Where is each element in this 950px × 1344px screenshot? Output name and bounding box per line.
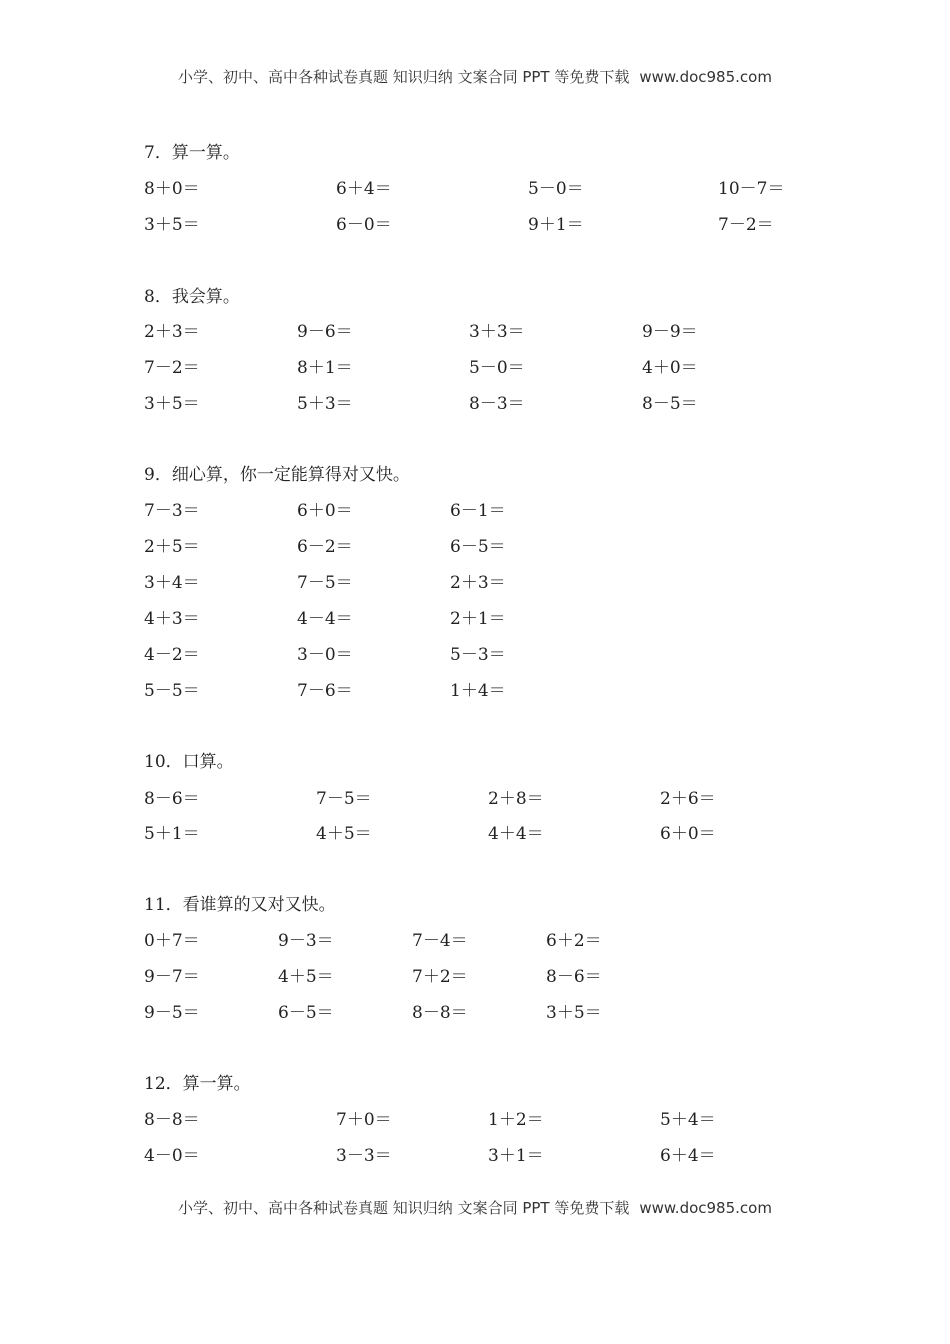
equation: 1＋4＝ (450, 681, 506, 701)
equation: 8－8＝ (412, 1003, 468, 1023)
equation: 8－8＝ (144, 1110, 200, 1130)
section-title: 7．算一算。 (144, 143, 240, 163)
equation: 4＋4＝ (488, 824, 544, 844)
equation: 3－3＝ (336, 1146, 392, 1166)
equation: 4＋5＝ (316, 824, 372, 844)
equation: 6＋4＝ (660, 1146, 716, 1166)
equation: 4＋5＝ (278, 967, 334, 987)
equation: 6＋0＝ (660, 824, 716, 844)
equation: 4＋3＝ (144, 609, 200, 629)
equation: 5－3＝ (450, 645, 506, 665)
equation: 3＋5＝ (144, 215, 200, 235)
equation: 1＋2＝ (488, 1110, 544, 1130)
equation: 4－0＝ (144, 1146, 200, 1166)
equation: 6－2＝ (297, 537, 353, 557)
page-footer (0, 1197, 950, 1218)
footer-site: www.doc985.com (639, 1199, 772, 1217)
equation: 8－5＝ (642, 394, 698, 414)
equation: 3＋3＝ (469, 322, 525, 342)
equation: 5－5＝ (144, 681, 200, 701)
equation: 7－2＝ (144, 358, 200, 378)
equation: 5－0＝ (469, 358, 525, 378)
equation: 7－5＝ (316, 789, 372, 809)
equation: 7－2＝ (718, 215, 774, 235)
equation: 6－0＝ (336, 215, 392, 235)
equation: 5－0＝ (528, 179, 584, 199)
equation: 8－3＝ (469, 394, 525, 414)
footer-text: 小学、初中、高中各种试卷真题 知识归纳 文案合同 PPT 等免费下载 (178, 1199, 630, 1217)
equation: 9－7＝ (144, 967, 200, 987)
equation: 3＋4＝ (144, 573, 200, 593)
equation: 3＋5＝ (546, 1003, 602, 1023)
equation: 6＋2＝ (546, 931, 602, 951)
equation: 5＋1＝ (144, 824, 200, 844)
equation: 2＋1＝ (450, 609, 506, 629)
equation: 3－0＝ (297, 645, 353, 665)
equation: 7－4＝ (412, 931, 468, 951)
equation: 9－9＝ (642, 322, 698, 342)
equation: 10－7＝ (718, 179, 785, 199)
equation: 3＋5＝ (144, 394, 200, 414)
equation: 7＋0＝ (336, 1110, 392, 1130)
equation: 5＋3＝ (297, 394, 353, 414)
section-title: 10．口算。 (144, 752, 234, 772)
section-title: 12．算一算。 (144, 1074, 251, 1094)
equation: 7－3＝ (144, 501, 200, 521)
equation: 2＋3＝ (450, 573, 506, 593)
header-text: 小学、初中、高中各种试卷真题 知识归纳 文案合同 PPT 等免费下载 (178, 68, 630, 86)
section-title: 11．看谁算的又对又快。 (144, 895, 336, 915)
equation: 8＋0＝ (144, 179, 200, 199)
equation: 6－5＝ (278, 1003, 334, 1023)
equation: 9＋1＝ (528, 215, 584, 235)
equation: 8＋1＝ (297, 358, 353, 378)
equation: 6－5＝ (450, 537, 506, 557)
equation: 7＋2＝ (412, 967, 468, 987)
equation: 7－6＝ (297, 681, 353, 701)
equation: 2＋6＝ (660, 789, 716, 809)
equation: 6－1＝ (450, 501, 506, 521)
equation: 2＋8＝ (488, 789, 544, 809)
equation: 9－5＝ (144, 1003, 200, 1023)
equation: 9－6＝ (297, 322, 353, 342)
equation: 2＋5＝ (144, 537, 200, 557)
equation: 8－6＝ (546, 967, 602, 987)
section-title: 8．我会算。 (144, 287, 240, 307)
header-site: www.doc985.com (639, 68, 772, 86)
equation: 6＋0＝ (297, 501, 353, 521)
equation: 4－4＝ (297, 609, 353, 629)
equation: 9－3＝ (278, 931, 334, 951)
equation: 4＋0＝ (642, 358, 698, 378)
equation: 5＋4＝ (660, 1110, 716, 1130)
equation: 7－5＝ (297, 573, 353, 593)
section-title: 9．细心算，你一定能算得对又快。 (144, 465, 410, 485)
equation: 6＋4＝ (336, 179, 392, 199)
equation: 4－2＝ (144, 645, 200, 665)
equation: 3＋1＝ (488, 1146, 544, 1166)
equation: 2＋3＝ (144, 322, 200, 342)
equation: 0＋7＝ (144, 931, 200, 951)
page-header (0, 66, 950, 87)
equation: 8－6＝ (144, 789, 200, 809)
